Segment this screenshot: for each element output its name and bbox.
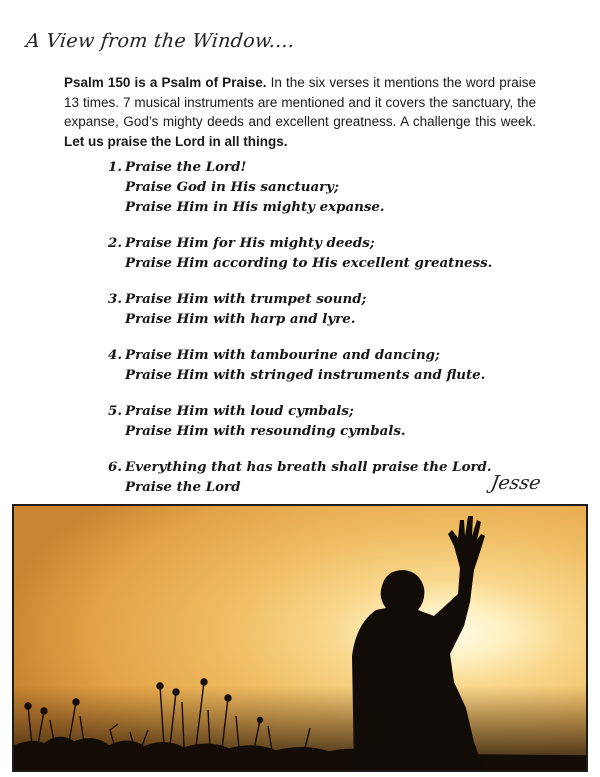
verse-number: 3. [108, 291, 122, 307]
verse-number: 2. [108, 235, 122, 251]
page-title: A View from the Window.... [24, 30, 296, 52]
verse-4 [108, 345, 508, 385]
verse-line: Praise Him with stringed instruments and flute. [125, 367, 486, 383]
verse-list [108, 157, 508, 513]
verse-line: Praise Him in His mighty expanse. [125, 199, 385, 215]
verse-line: Everything that has breath shall praise the Lord. [125, 459, 492, 475]
verse-line: Praise the Lord [125, 479, 241, 495]
verse-number: 5. [108, 403, 122, 419]
verse-number: 6. [108, 459, 122, 475]
verse-line: Praise Him according to His excellent greatness. [125, 255, 493, 271]
verse-6 [108, 457, 508, 497]
verse-line: Praise Him for His mighty deeds; [125, 235, 375, 251]
verse-line: Praise God in His sanctuary; [125, 179, 339, 195]
author-signature: Jesse [489, 472, 543, 494]
worship-photo [12, 504, 588, 772]
verse-line: Praise Him with tambourine and dancing; [125, 347, 440, 363]
verse-2 [108, 233, 508, 273]
verse-3 [108, 289, 508, 329]
verse-line: Praise Him with loud cymbals; [125, 403, 354, 419]
intro-paragraph [64, 73, 536, 151]
verse-number: 1. [108, 159, 122, 175]
verse-5 [108, 401, 508, 441]
verse-line: Praise the Lord! [125, 159, 247, 175]
intro-lead: Psalm 150 is a Psalm of Praise. [64, 75, 267, 90]
verse-line: Praise Him with trumpet sound; [125, 291, 367, 307]
verse-number: 4. [108, 347, 122, 363]
verse-line: Praise Him with harp and lyre. [125, 311, 356, 327]
verse-line: Praise Him with resounding cymbals. [125, 423, 406, 439]
sunset-silhouette-image [14, 506, 586, 770]
verse-1 [108, 157, 508, 217]
intro-body: In the six verses it mentions the word praise 13 times. 7 musical instruments are mentioned and it covers the sanctuary, the expanse, God’s mighty deeds and excellent greatness. A challenge this week. [64, 75, 537, 129]
intro-closing: Let us praise the Lord in all things. [64, 133, 288, 149]
